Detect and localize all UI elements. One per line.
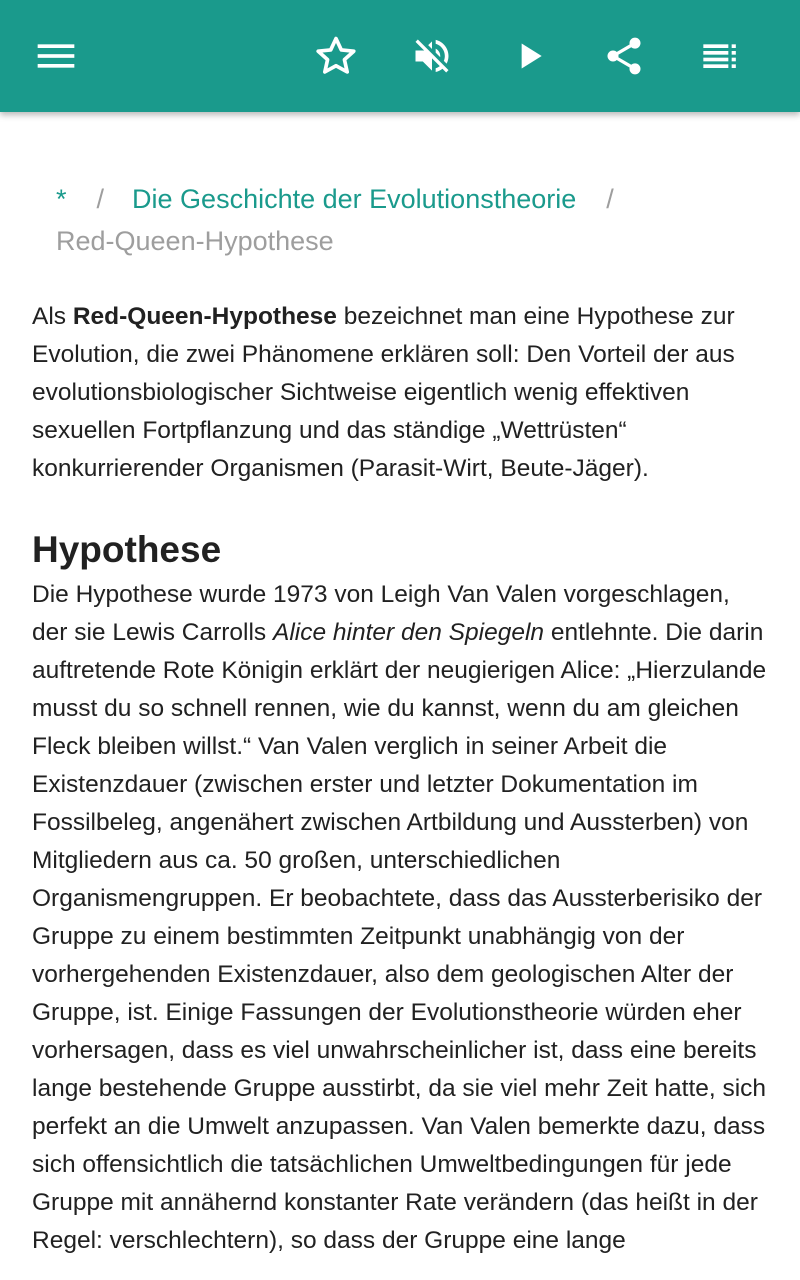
- contents-button[interactable]: [680, 16, 760, 96]
- play-button[interactable]: [490, 16, 570, 96]
- menu-icon: [36, 36, 76, 76]
- section-heading: Hypothese: [32, 529, 222, 570]
- section-paragraph: [32, 576, 772, 1260]
- article-content: [0, 112, 800, 1280]
- intro-paragraph: [32, 298, 772, 488]
- mute-button[interactable]: [392, 16, 472, 96]
- breadcrumb-parent-link[interactable]: Die Geschichte der Evolutionstheorie: [132, 184, 577, 214]
- breadcrumb-separator: /: [96, 184, 105, 214]
- breadcrumb-current: Red-Queen-Hypothese: [56, 226, 334, 256]
- intro-text-start: Als: [32, 303, 73, 330]
- breadcrumb-root-link[interactable]: *: [56, 184, 67, 214]
- intro-text-end: bezeichnet man eine Hypothese zur Evolution, die zwei Phänomene erklären soll: Den Vorteil der aus evolutionsbiologischer Sichtweise eigentlich wenig effektiven sexuellen Fortpflanzung und das ständige „Wettrüsten“ konkurrierender Organismen (Parasit-Wirt, Beute-Jäger).: [32, 303, 735, 482]
- playlist-icon: [700, 36, 740, 76]
- breadcrumb: [56, 178, 756, 262]
- section-text-start: Die Hypothese wurde 1973 von Leigh Van Valen vorgeschlagen, der sie Lewis Carrolls: [32, 581, 730, 646]
- book-title: Alice hinter den Spiegeln: [273, 619, 545, 646]
- section-text-end: entlehnte. Die darin auftretende Rote Königin erklärt der neugierigen Alice: „Hierzulande musst du so schnell rennen, wie du kannst, wenn du am gleichen Fleck bleiben willst.“ Van Valen verglich in seiner Arbeit die Existenzdauer (zwischen erster und letzter Dokumentation im Fossilbeleg, angenähert zwischen Artbildung und Aussterben) von Mitgliedern aus ca. 50 großen, unterschiedlichen Organismengruppen. Er beobachtete, dass das Aussterberisiko der Gruppe zu einem bestimmten Zeitpunkt unabhängig von der vorhergehenden Existenzdauer, also dem geologischen Alter der Gruppe, ist. Einige Fassungen der Evolutionstheorie würden eher vorhersagen, dass es viel unwahrscheinlicher ist, dass eine bereits lange bestehende Gruppe ausstirbt, da sie viel mehr Zeit hatte, sich perfekt an die Umwelt anzupassen. Van Valen bemerkte dazu, dass sich offensichtlich die tatsächlichen Umweltbedingungen für jede Gruppe mit annähernd konstanter Rate verändern (das heißt in der Regel: verschlechtern), so dass der Gruppe eine lange: [32, 619, 767, 1254]
- volume-off-icon: [410, 34, 454, 78]
- article-term: Red-Queen-Hypothese: [72, 303, 337, 330]
- menu-button[interactable]: [16, 16, 96, 96]
- share-button[interactable]: [584, 16, 664, 96]
- bookmark-button[interactable]: [296, 16, 376, 96]
- play-icon: [510, 36, 550, 76]
- app-toolbar: [0, 0, 800, 112]
- star-outline-icon: [314, 34, 358, 78]
- breadcrumb-separator: /: [606, 184, 614, 214]
- share-icon: [602, 34, 646, 78]
- article-body: [32, 298, 772, 1260]
